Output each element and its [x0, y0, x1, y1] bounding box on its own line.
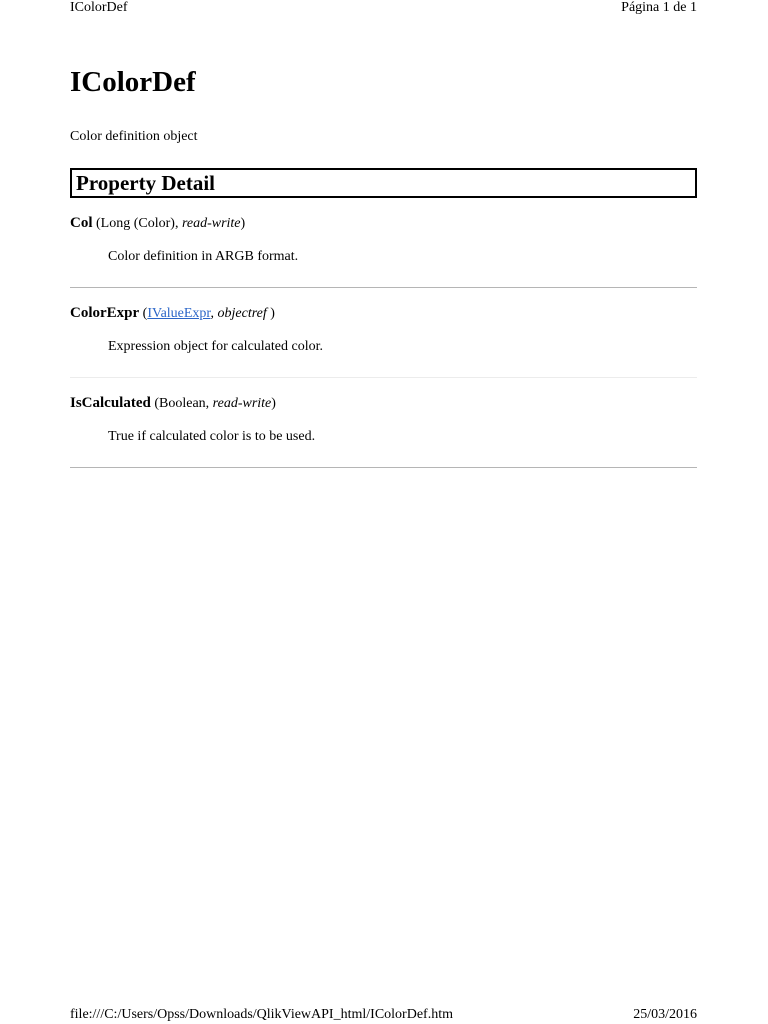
property-access: objectref: [217, 306, 271, 321]
section-heading-property-detail: Property Detail: [70, 168, 697, 198]
page-title: IColorDef: [70, 66, 196, 98]
page-description: Color definition object: [70, 129, 198, 144]
paren-close: ): [270, 306, 275, 321]
property-signature: [70, 214, 697, 232]
property-col: [70, 198, 697, 288]
property-name: IsCalculated: [70, 395, 151, 411]
print-footer-date: 25/03/2016: [633, 1007, 697, 1022]
separator: ,: [174, 216, 182, 231]
paren-open: (: [92, 216, 101, 231]
paren-open: (: [150, 396, 160, 411]
print-footer: [70, 1006, 697, 1024]
property-access: read-write: [181, 216, 241, 231]
property-description: True if calculated color is to be used.: [108, 429, 316, 444]
property-type: Long (Color): [100, 216, 175, 231]
ivalueexpr-link[interactable]: IValueExpr: [147, 306, 211, 321]
separator: ,: [210, 306, 218, 321]
paren-close: ): [240, 216, 246, 231]
divider: [70, 467, 697, 468]
property-iscalculated: [70, 378, 697, 468]
paren-open: (: [139, 306, 148, 321]
separator: ,: [205, 396, 213, 411]
document-content: [70, 64, 697, 468]
print-header-title: IColorDef: [70, 0, 128, 15]
property-signature: [70, 394, 697, 412]
print-footer-url: file:///C:/Users/Opss/Downloads/QlikViewAPI_html/IColorDef.htm: [70, 1007, 453, 1022]
property-access: read-write: [212, 396, 272, 411]
property-description: Color definition in ARGB format.: [108, 249, 299, 264]
property-description: Expression object for calculated color.: [108, 339, 323, 354]
print-header-page-number: Página 1 de 1: [621, 0, 697, 15]
property-name: ColorExpr: [70, 305, 140, 321]
property-type: Boolean: [159, 396, 206, 411]
property-colorexpr: [70, 288, 697, 378]
property-signature: [70, 304, 697, 322]
print-header: [70, 0, 697, 16]
paren-close: ): [271, 396, 276, 411]
property-name: Col: [70, 215, 93, 231]
